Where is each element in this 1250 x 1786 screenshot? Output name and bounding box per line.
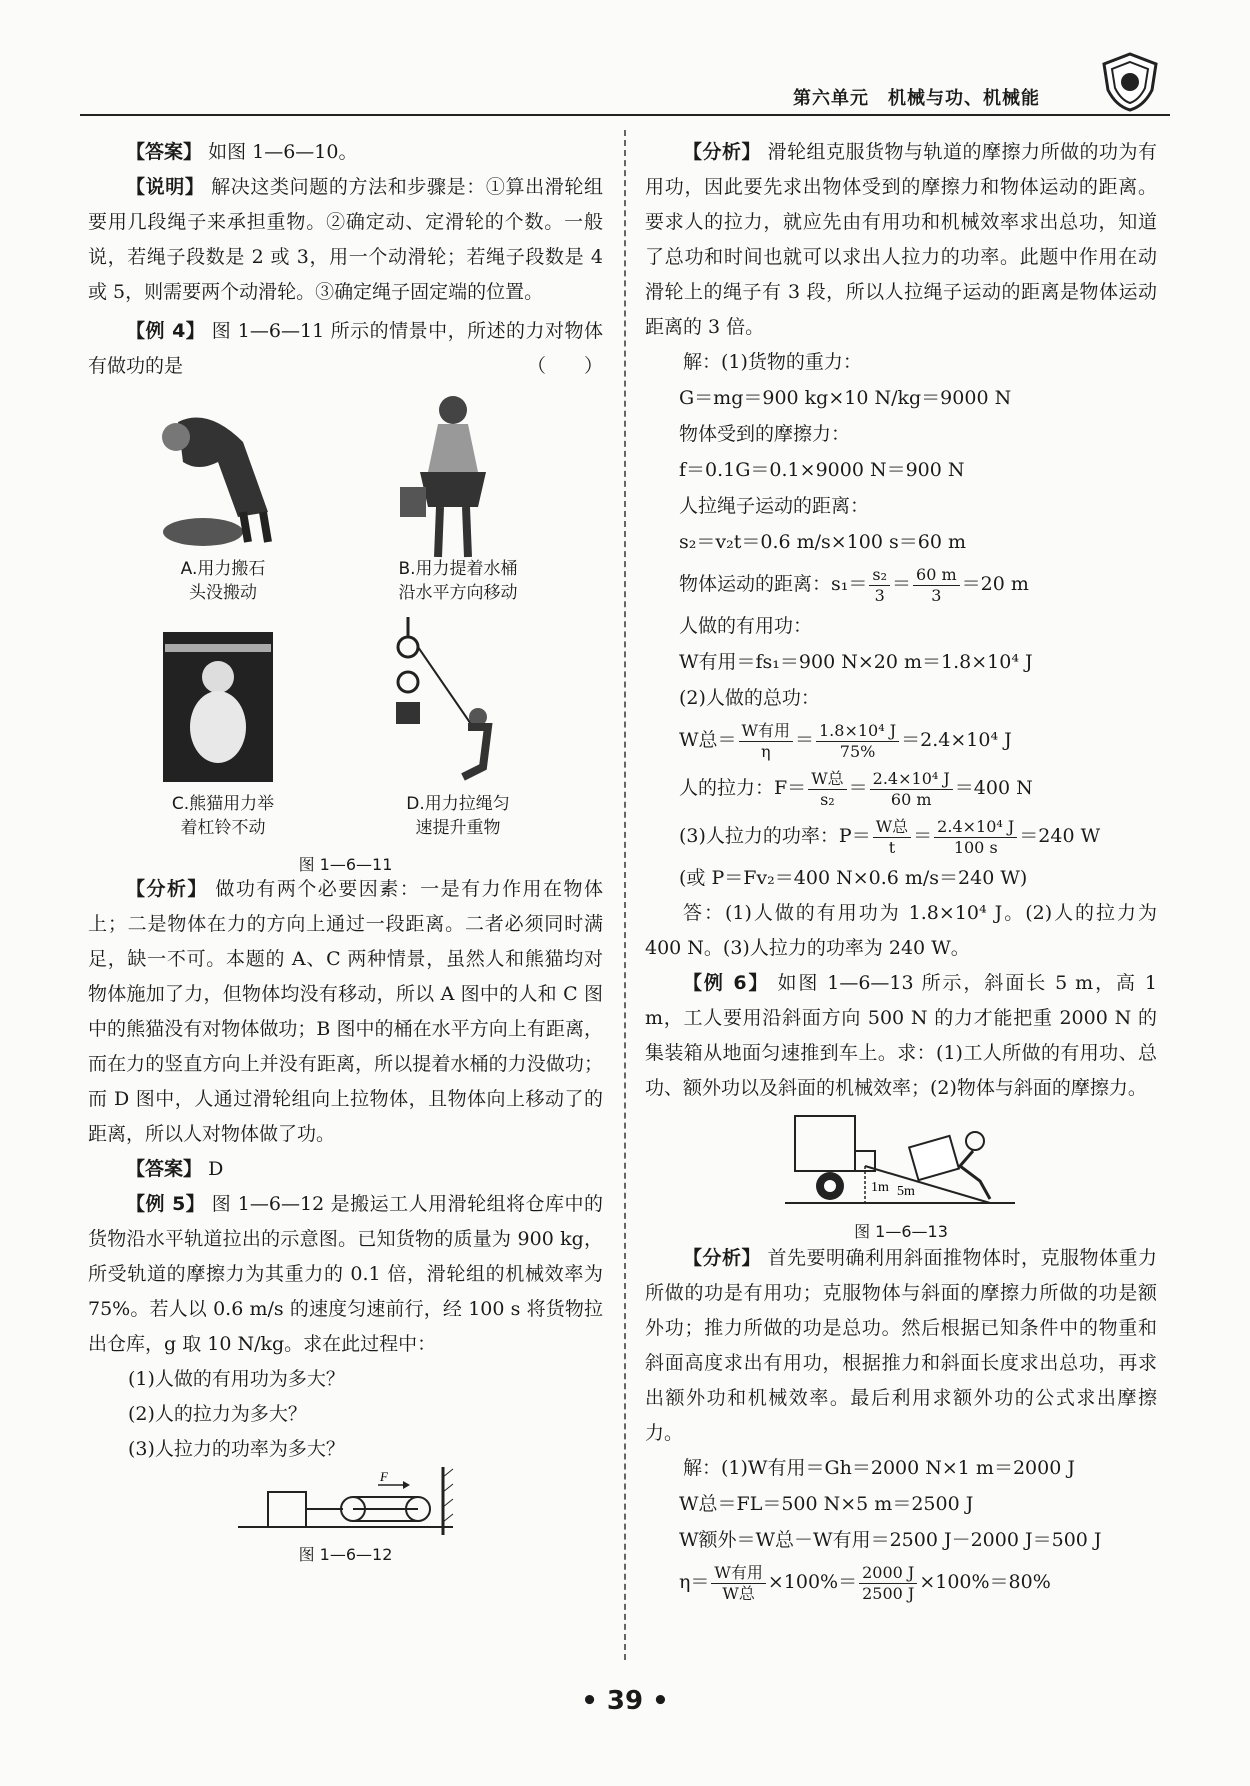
equation-line: f＝0.1G＝0.1×9000 N＝900 N [679,459,965,481]
analysis-5-tag: 【分析】 [683,141,761,163]
figure-d-image [388,617,518,787]
figure-b-caption: B.用力提着水桶 沿水平方向移动 [398,559,518,603]
answer-tag: 【答案】 [126,141,203,163]
unit-title: 第六单元 机械与功、机械能 [793,88,1040,109]
equation-line: G＝mg＝900 kg×10 N/kg＝9000 N [679,387,1012,409]
incline-diagram-image [785,1111,1025,1216]
fraction: $\frac{\text{2.4×10⁴ J}}{100 s}$ [934,817,1017,858]
equation-line: W总＝FL＝500 N×5 m＝2500 J [679,1493,974,1515]
figure-a-image [148,402,298,552]
answer-paragraph [88,135,603,170]
example-5-tag: 【例 5】 [126,1193,206,1215]
equation-line: 人拉绳子运动的距离： [679,495,870,517]
explain-text: 解决这类问题的方法和步骤是：①算出滑轮组要用几段绳子来承担重物。②确定动、定滑轮的个数。一般说，若绳子段数是 2 或 3，用一个动滑轮；若绳子段数是 4 或 5，则需要两个动滑轮。③确定绳子固定端的位置。 [88,176,603,303]
example-4-tag: 【例 4】 [126,320,206,342]
analysis-4 [88,872,603,1152]
figure-1-6-12-label: 图 1—6—12 [298,1545,393,1564]
column-divider [624,130,626,1660]
equation-line: η＝ $\frac{\text{W有用}}{\text{W总}}$ ×100%＝ $\frac{2000 J}{2500 J}$ ×100%＝80% [679,1562,1051,1603]
fraction: $\frac{\text{W总}}{t}$ [873,817,911,858]
question-2: (2)人的拉力为多大？ [128,1403,307,1425]
height-label: 1m [871,1180,889,1195]
equation-line: 物体受到的摩擦力： [679,423,851,445]
analysis-4-text: 做功有两个必要因素：一是有力作用在物体上；二是物体在力的方向上通过一段距离。二者必须同时满足，缺一不可。本题的 A、C 两种情景，虽然人和熊猫均对物体施加了力，但物体均没有移动，所以 A 图中的人和 C 图中的熊猫没有对物体做功；B 图中的桶在水平方向上有距离，而在力的竖直方向上并没有距离，所以提着水桶的力没做功；而 D 图中，人通过滑轮组向上拉物体，且物体向上移动了的距离，所以人对物体做了功。 [88,878,603,1145]
equation-line: (3)人拉力的功率：P＝ $\frac{\text{W总}}{t}$ ＝ $\frac{\text{2.4×10⁴ J}}{100 s}$ ＝240 W [679,816,1101,857]
force-label: F [380,1469,388,1484]
left-column [88,135,603,1562]
length-label: 5m [897,1184,915,1199]
question-1: (1)人做的有用功为多大？ [128,1368,345,1390]
question-3: (3)人拉力的功率为多大？ [128,1438,345,1460]
figure-c-image [163,632,273,782]
figure-1-6-13 [645,1106,1157,1241]
explain-paragraph [88,170,603,310]
answer-4-text: D [208,1158,224,1180]
example-4-text: 图 1—6—11 所示的情景中，所述的力对物体有做功的是 [88,320,603,377]
answer-4 [88,1152,603,1187]
right-column [645,135,1157,1606]
equation-line: s₂＝v₂t＝0.6 m/s×100 s＝60 m [679,531,966,553]
figure-c-caption: C.熊猫用力举 着杠铃不动 [171,794,275,838]
fraction: $\frac{60 m}{3}$ [913,565,960,606]
equation-line: W额外＝W总－W有用＝2500 J－2000 J＝500 J [679,1529,1102,1551]
example-5-text: 图 1—6—12 是搬运工人用滑轮组将仓库中的货物沿水平轨道拉出的示意图。已知货物的质量为 900 kg，所受轨道的摩擦力为其重力的 0.1 倍，滑轮组的机械效率为 75%。若人以 0.6 m/s 的速度匀速前行，经 100 s 将货物拉出仓库，g 取 10 N/kg。求在此过程中： [88,1193,603,1355]
figure-1-6-11 [88,392,603,872]
equation-line: W有用＝fs₁＝900 N×20 m＝1.8×10⁴ J [679,651,1033,673]
shield-logo-icon [1098,50,1162,114]
example-6-tag: 【例 6】 [683,972,770,994]
equation-line: 人的拉力：F＝ $\frac{\text{W总}}{\text{s₂}}$ ＝ $\frac{\text{2.4×10⁴ J}}{60 m}$ ＝400 N [679,768,1033,809]
equation-line: 物体运动的距离：s₁＝ $\frac{\text{s₂}}{3}$ ＝ $\frac{60 m}{3}$ ＝20 m [679,564,1029,605]
equation-line: 人做的有用功： [679,615,813,637]
analysis-5 [645,135,1157,345]
analysis-6-text: 首先要明确利用斜面推物体时，克服物体重力所做的功是有用功；克服物体与斜面的摩擦力所做的功是额外功；推力所做的功是总功。然后根据已知条件中的物重和斜面高度求出有用功，根据推力和斜面长度求出总功，再求出额外功和机械效率。最后利用求额外功的公式求出摩擦力。 [645,1247,1157,1444]
explain-tag: 【说明】 [126,176,205,198]
answer-5: 答：(1)人做的有用功为 1.8×10⁴ J。(2)人的拉力为 400 N。(3)人拉力的功率为 240 W。 [645,902,1157,959]
example-6-text: 如图 1—6—13 所示，斜面长 5 m，高 1 m，工人要用沿斜面方向 500 N 的力才能把重 2000 N 的集装箱从地面匀速推到车上。求：(1)工人所做的有用功、总功、额外功以及斜面的机械效率；(2)物体与斜面的摩擦力。 [645,972,1157,1099]
analysis-4-tag: 【分析】 [126,878,208,900]
example-4 [88,314,603,384]
figure-a-caption: A.用力搬石 头没搬动 [180,559,266,603]
fraction: $\frac{\text{s₂}}{3}$ [869,565,890,606]
fraction: $\frac{2000 J}{2500 J}$ [859,1563,917,1604]
fraction: $\frac{\text{W有用}}{\eta}$ [739,721,793,762]
figure-1-6-11-label: 图 1—6—11 [298,855,393,874]
analysis-6 [645,1241,1157,1451]
analysis-6-tag: 【分析】 [683,1247,761,1269]
answer-4-tag: 【答案】 [126,1158,203,1180]
equation-line: (2)人做的总功： [679,687,820,709]
figure-1-6-12 [88,1467,603,1562]
example-5 [88,1187,603,1362]
page-number: • 39 • [581,1686,669,1716]
fraction: $\frac{\text{1.8×10⁴ J}}{75\%}$ [816,721,899,762]
pulley-diagram-image [238,1467,468,1537]
analysis-5-text: 滑轮组克服货物与轨道的摩擦力所做的功为有用功，因此要先求出物体受到的摩擦力和物体运动的距离。要求人的拉力，就应先由有用功和机械效率求出总功，知道了总功和时间也就可以求出人拉力的功率。此题中作用在动滑轮上的绳子有 3 段，所以人拉绳子运动的距离是物体运动距离的 3 倍。 [645,141,1157,338]
page-header [80,70,1170,116]
answer-blank: （ ） [526,355,603,377]
example-6 [645,966,1157,1106]
figure-1-6-13-label: 图 1—6—13 [854,1222,948,1241]
figure-b-image [398,392,508,562]
solution-intro: 解：(1)货物的重力： [683,351,862,373]
fraction: $\frac{\text{W有用}}{\text{W总}}$ [711,1563,765,1604]
figure-d-caption: D.用力拉绳匀 速提升重物 [406,794,510,838]
equation-line: 解：(1)W有用＝Gh＝2000 N×1 m＝2000 J [683,1457,1075,1479]
equation-line: (或 P＝Fv₂＝400 N×0.6 m/s＝240 W) [679,867,1028,889]
fraction: $\frac{\text{2.4×10⁴ J}}{60 m}$ [870,769,953,810]
equation-line: W总＝ $\frac{\text{W有用}}{\eta}$ ＝ $\frac{\text{1.8×10⁴ J}}{75\%}$ ＝2.4×10⁴ J [679,720,1012,761]
fraction: $\frac{\text{W总}}{\text{s₂}}$ [808,769,846,810]
answer-text: 如图 1—6—10。 [208,141,358,163]
